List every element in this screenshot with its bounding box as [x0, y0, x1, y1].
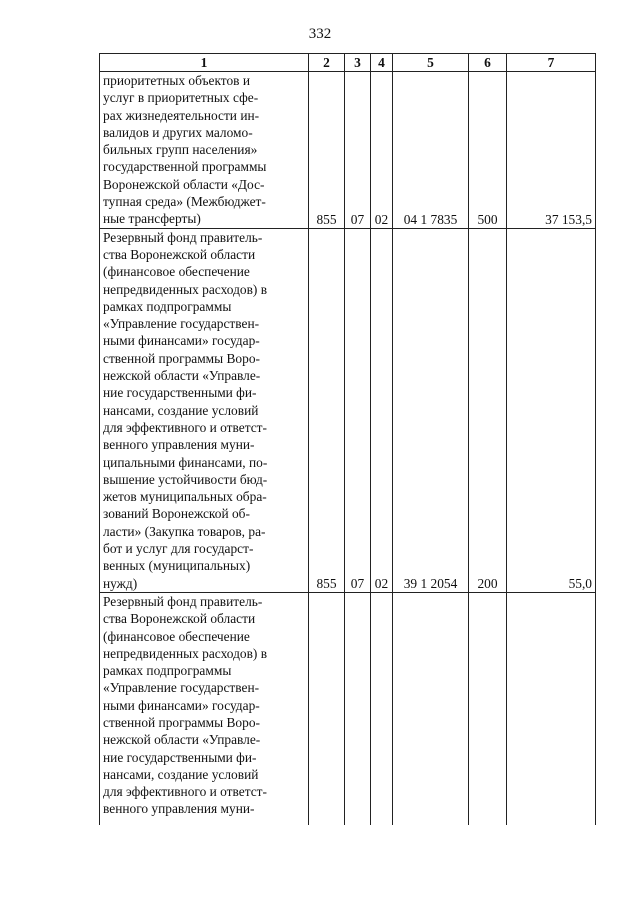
column-header: 7 — [507, 54, 596, 72]
page-number: 332 — [308, 26, 332, 42]
description-line: «Управление государствен- — [103, 316, 260, 332]
amount-cell: 37 153,5 — [507, 72, 596, 229]
table-row — [100, 228, 596, 592]
section-code-cell — [345, 592, 371, 825]
column-header: 2 — [309, 54, 345, 72]
column-header: 4 — [371, 54, 393, 72]
description-line: ственной программы Воро- — [103, 350, 260, 366]
description-line: государственной программы — [103, 159, 267, 175]
description-line: ства Воронежской области — [103, 246, 256, 262]
subsection-code-cell: 02 — [371, 72, 393, 229]
description-line: венного управления муни- — [103, 437, 255, 453]
description-line: Резервный фонд правитель- — [103, 229, 263, 245]
description-line: «Управление государствен- — [103, 680, 260, 696]
description-line: непредвиденных расходов) в — [103, 645, 268, 661]
row-description — [100, 72, 309, 229]
row-description — [100, 228, 309, 592]
description-line: рамках подпрограммы — [103, 663, 232, 679]
description-line: венных (муниципальных) — [103, 558, 251, 574]
description-line: ние государственными фи- — [103, 749, 257, 765]
description-line: нежской области «Управле- — [103, 368, 261, 384]
ministry-code-cell: 855 — [309, 228, 345, 592]
description-line: вышение устойчивости бюд- — [103, 471, 268, 487]
description-line: нежской области «Управле- — [103, 732, 261, 748]
description-line: приоритетных объектов и — [103, 73, 251, 88]
column-header: 1 — [100, 54, 309, 72]
description-line: ными финансами» государ- — [103, 333, 260, 349]
description-line: бильных групп населения» — [103, 142, 258, 158]
description-line: для эффективного и ответст- — [103, 784, 267, 800]
target-article-cell: 04 1 7835 — [393, 72, 469, 229]
row-description — [100, 592, 309, 825]
target-article-cell — [393, 592, 469, 825]
description-line: ства Воронежской области — [103, 611, 256, 627]
description-line: нансами, создание условий — [103, 766, 259, 782]
expense-type-cell: 200 — [469, 228, 507, 592]
description-line: венного управления муни- — [103, 801, 255, 817]
description-line: рах жизнедеятельности ин- — [103, 107, 260, 123]
expense-type-cell: 500 — [469, 72, 507, 229]
description-line: ственной программы Воро- — [103, 714, 260, 730]
description-line: услуг в приоритетных сфе- — [103, 90, 259, 106]
description-line: Резервный фонд правитель- — [103, 593, 263, 609]
description-line: ные трансферты) — [103, 211, 201, 227]
section-code-cell: 07 — [345, 228, 371, 592]
column-header: 3 — [345, 54, 371, 72]
description-line: рамках подпрограммы — [103, 298, 232, 314]
description-line: тупная среда» (Межбюджет- — [103, 194, 266, 210]
description-line: зований Воронежской об- — [103, 506, 250, 522]
budget-table — [99, 53, 596, 825]
description-line: (финансовое обеспечение — [103, 264, 250, 280]
subsection-code-cell: 02 — [371, 228, 393, 592]
description-line: для эффективного и ответст- — [103, 419, 267, 435]
ministry-code-cell: 855 — [309, 72, 345, 229]
description-line: ципальными финансами, по- — [103, 454, 268, 470]
description-line: непредвиденных расходов) в — [103, 281, 268, 297]
description-line: ными финансами» государ- — [103, 697, 260, 713]
description-line: ласти» (Закупка товаров, ра- — [103, 523, 266, 539]
description-line: бот и услуг для государст- — [103, 541, 254, 557]
table-row — [100, 592, 596, 825]
amount-cell — [507, 592, 596, 825]
description-line: Воронежской области «Дос- — [103, 176, 265, 192]
table-row — [100, 72, 596, 229]
column-header: 5 — [393, 54, 469, 72]
column-header: 6 — [469, 54, 507, 72]
target-article-cell: 39 1 2054 — [393, 228, 469, 592]
description-line: жетов муниципальных обра- — [103, 489, 267, 505]
description-line: (финансовое обеспечение — [103, 628, 250, 644]
description-line: валидов и других маломо- — [103, 124, 253, 140]
expense-type-cell — [469, 592, 507, 825]
table-header-row — [100, 54, 596, 72]
subsection-code-cell — [371, 592, 393, 825]
amount-cell: 55,0 — [507, 228, 596, 592]
description-line: нансами, создание условий — [103, 402, 259, 418]
description-line: нужд) — [103, 575, 138, 591]
description-line: ние государственными фи- — [103, 385, 257, 401]
ministry-code-cell — [309, 592, 345, 825]
section-code-cell: 07 — [345, 72, 371, 229]
